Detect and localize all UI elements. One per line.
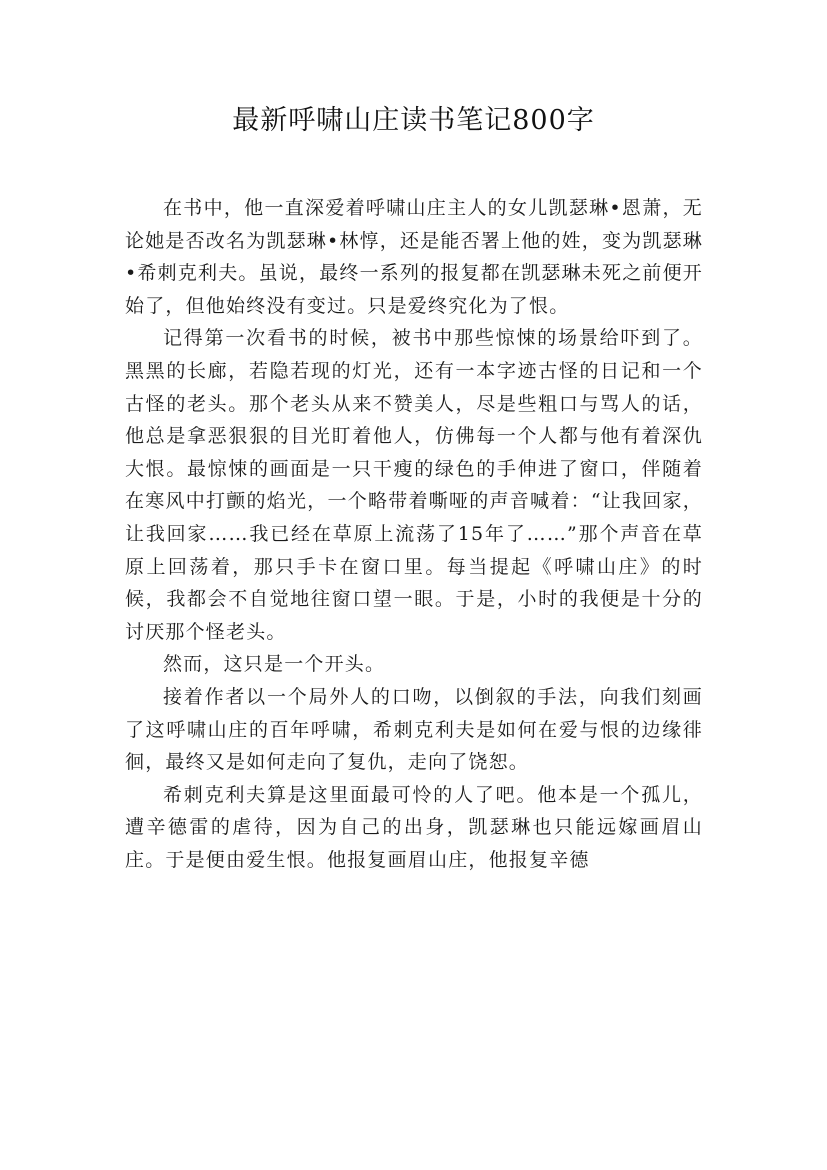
document-title: 最新呼啸山庄读书笔记800字: [232, 105, 595, 136]
paragraph: 接着作者以一个局外人的口吻，以倒叙的手法，向我们刻画了这呼啸山庄的百年呼啸，希刺克利夫是如何在爱与恨的边缘徘徊，最终又是如何走向了复仇，走向了饶恕。: [125, 685, 703, 774]
document-body: [125, 192, 703, 876]
paragraph: 记得第一次看书的时候，被书中那些惊悚的场景给吓到了。黑黑的长廊，若隐若现的灯光，还有一本字迹古怪的日记和一个古怪的老头。那个老头从来不赞美人，尽是些粗口与骂人的话，他总是拿恶狠狠的目光盯着他人，仿佛每一个人都与他有着深仇大恨。最惊悚的画面是一只干瘦的绿色的手伸进了窗口，伴随着在寒风中打颤的焰光，一个略带着嘶哑的声音喊着：“让我回家，让我回家……我已经在草原上流荡了15年了……”那个声音在草原上回荡着，那只手卡在窗口里。每当提起《呼啸山庄》的时候，我都会不自觉地往窗口望一眼。于是，小时的我便是十分的讨厌那个怪老头。: [125, 327, 703, 643]
paragraph: 然而，这只是一个开头。: [163, 653, 386, 676]
paragraph: 在书中，他一直深爱着呼啸山庄主人的女儿凯瑟琳•恩萧，无论她是否改名为凯瑟琳•林惇，还是能否署上他的姓，变为凯瑟琳•希刺克利夫。虽说，最终一系列的报复都在凯瑟琳未死之前便开始了，但他始终没有变过。只是爱终究化为了恨。: [125, 197, 704, 317]
paragraph: 希刺克利夫算是这里面最可怜的人了吧。他本是一个孤儿，遭辛德雷的虐待，因为自己的出身，凯瑟琳也只能远嫁画眉山庄。于是便由爱生恨。他报复画眉山庄，他报复辛德: [125, 783, 703, 871]
